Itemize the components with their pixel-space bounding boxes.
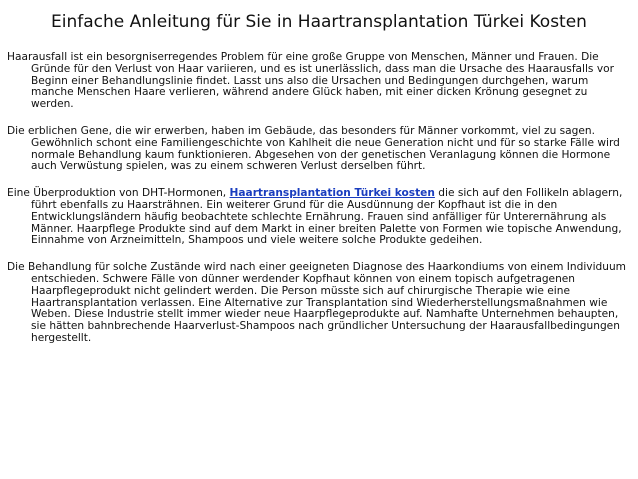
hair-transplant-cost-link[interactable]: Haartransplantation Türkei kosten [229, 187, 435, 200]
paragraph-hormones [7, 188, 631, 247]
paragraph-genetics: Die erblichen Gene, die wir erwerben, haben im Gebäude, das besonders für Männer vorkommt, viel zu sagen. Gewöhnlich schont eine Familiengeschichte von Kahlheit die neue Generation nicht und für so starke Fälle wird normale Behandlung kaum funktionieren. Abgesehen von der genetischen Veranlagung können die Hormone auch Verwüstung spielen, was zu einem schweren Verlust derselben führt. [7, 124, 620, 173]
page-title: Einfache Anleitung für Sie in Haartransplantation Türkei Kosten [51, 12, 587, 32]
paragraph-hormones-before: Eine Überproduktion von DHT-Hormonen, [7, 187, 230, 200]
paragraph-treatment: Die Behandlung für solche Zustände wird nach einer geeigneten Diagnose des Haarkondiums von einem Individuum entschieden. Schwere Fälle von dünner werdender Kopfhaut können von einem topisch aufgetragenen Haarpflegeprodukt nicht gelindert werden. Die Person müsste sich auf chirurgische Therapie wie eine Haartransplantation verlassen. Eine Alternative zur Transplantation sind Wiederherstellungsmaßnahmen wie Weben. Diese Industrie stellt immer wieder neue Haarpflegeprodukte auf. Namhafte Unternehmen behaupten, sie hätten bahnbrechende Haarverlust-Shampoos nach gründlicher Untersuchung der Haarausfallbedingungen hergestellt. [7, 261, 626, 344]
paragraph-hormones-after: die sich auf den Follikeln ablagern, führt ebenfalls zu Haarsträhnen. Ein weiterer Grund für die Ausdünnung der Kopfhaut ist die in den Entwicklungsländern häufig beobachtete schlechte Ernährung. Frauen sind anfälliger für Unterernährung als Männer. Haarpflege Produkte sind auf dem Markt in einer breiten Palette von Formen wie topische Anwendung, Einnahme von Arzneimitteln, Shampoos und viele weitere solche Produkte gedeihen. [31, 187, 623, 247]
paragraph-hair-loss-intro: Haarausfall ist ein besorgniserregendes Problem für eine große Gruppe von Menschen, Männer und Frauen. Die Gründe für den Verlust von Haar variieren, und es ist unerlässlich, dass man die Ursache des Haarausfalls vor Beginn einer Behandlungslinie findet. Lasst uns also die Ursachen und Bedingungen durchgehen, warum manche Menschen Haare verlieren, während andere Glück haben, mit einer dicken Krönung gesegnet zu werden. [7, 51, 614, 111]
document-body [7, 52, 631, 360]
